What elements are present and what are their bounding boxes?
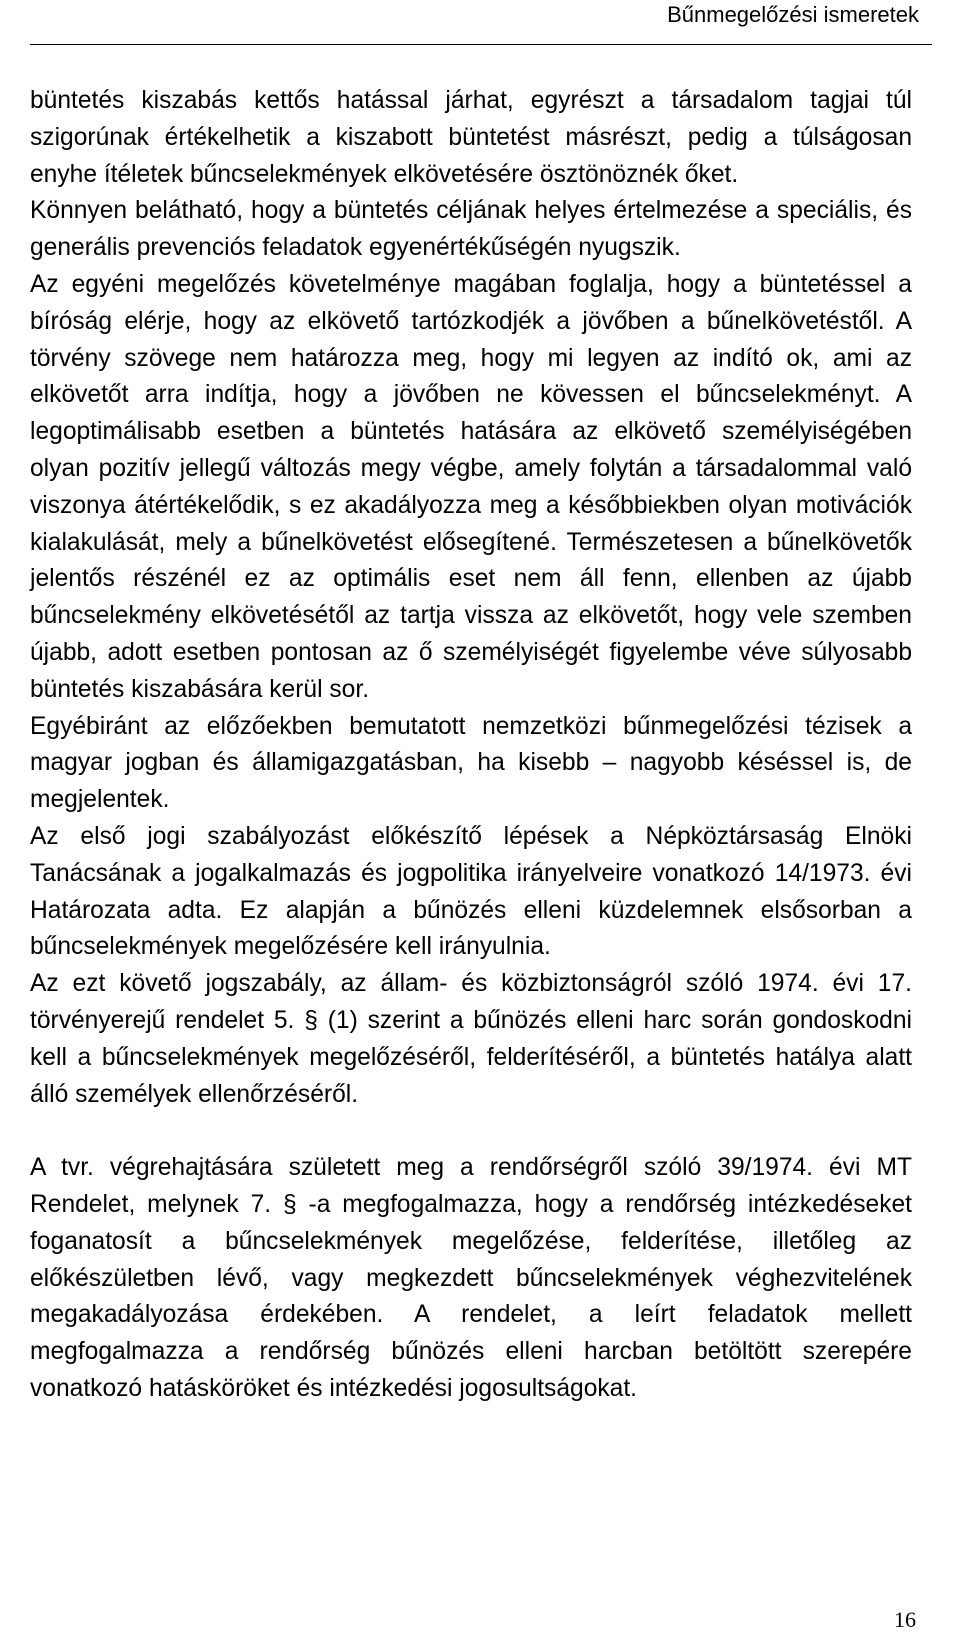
- paragraph-sentencing-effects: büntetés kiszabás kettős hatással járhat, egyrészt a társadalom tagjai túl szigorúnak értékelhetik a kiszabott büntetést másrészt, pedig a túlságosan enyhe ítéletek bűncselekmények elkövetésére ösztönöznék őket.: [30, 87, 912, 188]
- header-rule: [30, 44, 932, 45]
- paragraph-gap: [30, 1113, 912, 1150]
- paragraph-individual-prevention: Az egyéni megelőzés követelménye magában foglalja, hogy a büntetéssel a bíróság elérje, hogy az elkövető tartózkodjék a jövőben a bűnelkövetéstől. A törvény szövege nem határozza meg, hogy mi legyen az indító ok, ami az elkövetőt arra indítja, hogy a jövőben ne kövessen el bűncselekményt. A legoptimálisabb esetben a büntetés hatására az elkövető személyiségében olyan pozitív jellegű változás megy végbe, amely folytán a társadalommal való viszonya átértékelődik, s ez akadályozza meg a későbbiekben olyan motivációk kialakulását, mely a bűnelkövetést elősegítené. Természetesen a bűnelkövetők jelentős részénél ez az optimális eset nem áll fenn, ellenben az újabb bűncselekmény elkövetésétől az tartja vissza az elkövetőt, hogy vele szemben újabb, adott esetben pontosan az ő személyiségét figyelembe véve súlyosabb büntetés kiszabására kerül sor.: [30, 270, 912, 703]
- page-number: 16: [894, 1607, 916, 1632]
- document-body: [30, 83, 912, 1408]
- running-header-title: Bűnmegelőzési ismeretek: [667, 2, 919, 27]
- paragraph-prevention-equivalence: Könnyen belátható, hogy a büntetés céljának helyes értelmezése a speciális, és generális prevenciós feladatok egyenértékűségén nyugszik.: [30, 197, 912, 262]
- paragraph-international-theses: Egyébiránt az előzőekben bemutatott nemzetközi bűnmegelőzési tézisek a magyar jogban és államigazgatásban, ha kisebb – nagyobb késéssel is, de megjelentek.: [30, 712, 912, 814]
- page-header: [0, 0, 960, 50]
- paragraph-first-regulation: Az első jogi szabályozást előkészítő lépések a Népköztársaság Elnöki Tanácsának a jogalkalmazás és jogpolitika irányelveire vonatkozó 14/1973. évi Határozata adta. Ez alapján a bűnözés elleni küzdelemnek elsősorban a bűncselekmények megelőzésére kell irányulnia.: [30, 822, 912, 961]
- paragraph-decree-1974: Az ezt követő jogszabály, az állam- és közbiztonságról szóló 1974. évi 17. törvényerejű rendelet 5. § (1) szerint a bűnözés elleni harc során gondoskodni kell a bűncselekmények megelőzéséről, felderítéséről, a büntetés hatálya alatt álló személyek ellenőrzéséről.: [30, 970, 912, 1108]
- paragraph-police-regulation: A tvr. végrehajtására született meg a rendőrségről szóló 39/1974. évi MT Rendelet, melynek 7. § -a megfogalmazza, hogy a rendőrség intézkedéseket foganatosít a bűncselekmények megelőzése, felderítése, illetőleg az előkészületben lévő, vagy megkezdett bűncselekmények véghezvitelének megakadályozása érdekében. A rendelet, a leírt feladatok mellett megfogalmazza a rendőrség bűnözés elleni harcban betöltött szerepére vonatkozó hatásköröket és intézkedési jogosultságokat.: [30, 1154, 912, 1402]
